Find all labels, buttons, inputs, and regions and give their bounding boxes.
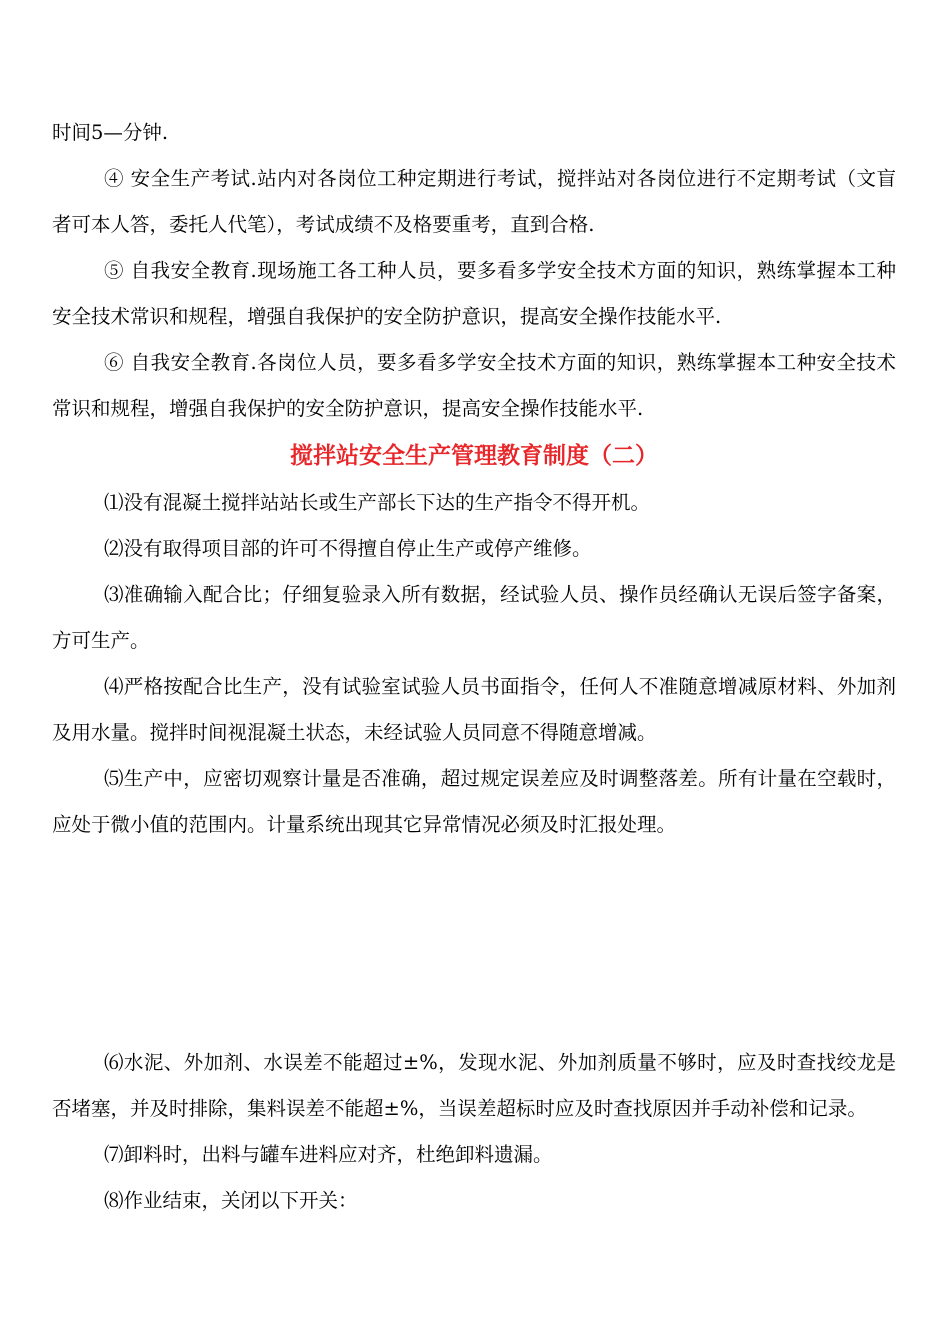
rule-6: ⑹水泥、外加剂、水误差不能超过±%，发现水泥、外加剂质量不够时，应及时查找绞龙是否堵塞，并及时排除，集料误差不能超±%，当误差超标时应及时查找原因并手动补偿和记录。 (52, 1051, 896, 1120)
document-body-lower (52, 1040, 896, 1224)
rule-3: ⑶准确输入配合比；仔细复验录入所有数据，经试验人员、操作员经确认无误后签字备案，方可生产。 (52, 583, 896, 652)
paragraph-time: 时间5—分钟. (52, 121, 169, 144)
rule-1: ⑴没有混凝土搅拌站站长或生产部长下达的生产指令不得开机。 (104, 491, 651, 514)
rule-7: ⑺卸料时，出料与罐车进料应对齐，杜绝卸料遗漏。 (104, 1143, 553, 1166)
rule-5: ⑸生产中，应密切观察计量是否准确，超过规定误差应及时调整落差。所有计量在空载时，应处于微小值的范围内。计量系统出现其它异常情况必须及时汇报处理。 (52, 767, 896, 836)
rule-4: ⑷严格按配合比生产，没有试验室试验人员书面指令，任何人不准随意增减原材料、外加剂及用水量。搅拌时间视混凝土状态，未经试验人员同意不得随意增减。 (52, 675, 896, 744)
section-title: 搅拌站安全生产管理教育制度（二） (290, 442, 658, 469)
rule-8: ⑻作业结束，关闭以下开关： (104, 1189, 358, 1212)
paragraph-item-4: ④ 安全生产考试.站内对各岗位工种定期进行考试，搅拌站对各岗位进行不定期考试（文盲者可本人答，委托人代笔），考试成绩不及格要重考，直到合格. (52, 167, 896, 236)
document-body-upper (52, 110, 896, 848)
paragraph-item-5: ⑤ 自我安全教育.现场施工各工种人员，要多看多学安全技术方面的知识，熟练掌握本工种安全技术常识和规程，增强自我保护的安全防护意识，提高安全操作技能水平. (52, 259, 896, 328)
rule-2: ⑵没有取得项目部的许可不得擅自停止生产或停产维修。 (104, 537, 592, 560)
paragraph-item-6: ⑥ 自我安全教育.各岗位人员，要多看多学安全技术方面的知识，熟练掌握本工种安全技术常识和规程，增强自我保护的安全防护意识，提高安全操作技能水平. (52, 351, 896, 420)
